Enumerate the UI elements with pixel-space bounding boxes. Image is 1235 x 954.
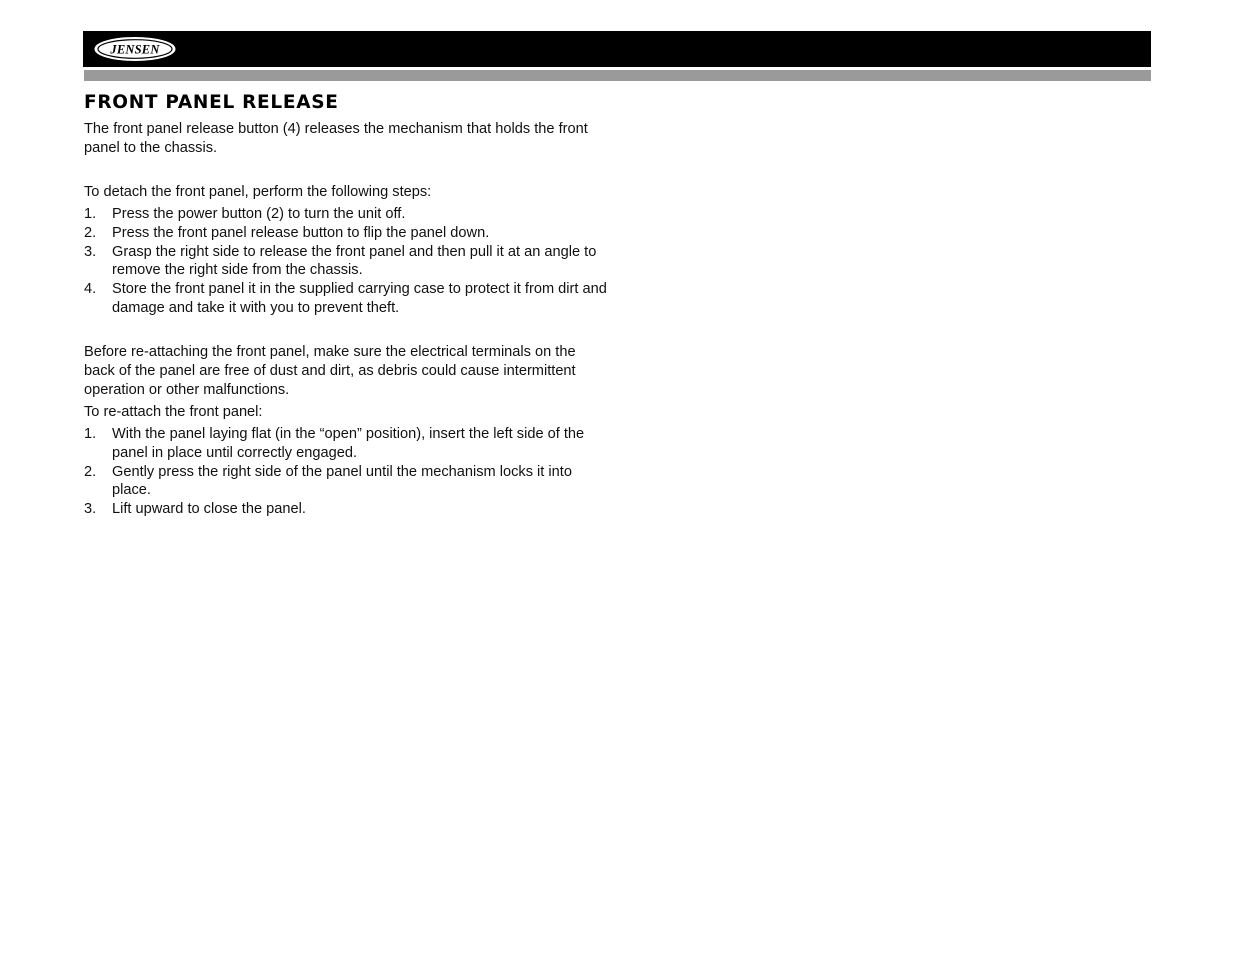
header-bar [83, 31, 1151, 67]
step-text: Press the front panel release button to flip the panel down. [112, 224, 490, 241]
list-item [84, 280, 609, 317]
step-text: Store the front panel it in the supplied carrying case to protect it from dirt and damage and take it with you to prevent theft. [112, 280, 607, 316]
step-number: 2. [84, 224, 97, 241]
header-rule [84, 70, 1151, 81]
main-content [84, 90, 609, 519]
list-item [84, 205, 609, 224]
step-number: 1. [84, 206, 97, 223]
step-text: Grasp the right side to release the front panel and then pull it at an angle to remove the right side from the chassis. [112, 243, 597, 279]
list-item [84, 463, 609, 500]
detach-lead: To detach the front panel, perform the following steps: [84, 184, 432, 201]
step-text: Press the power button (2) to turn the unit off. [112, 206, 406, 223]
step-text: With the panel laying flat (in the “open” position), insert the left side of the panel in place until correctly engaged. [112, 426, 585, 461]
list-item [84, 224, 609, 243]
step-number: 2. [84, 463, 97, 480]
section-title: FRONT PANEL RELEASE [84, 92, 339, 113]
reattach-note: Before re-attaching the front panel, make sure the electrical terminals on the back of the panel are free of dust and dirt, as debris could cause intermittent operation or other malfunctions. [84, 344, 576, 398]
step-number: 4. [84, 280, 97, 297]
intro-paragraph: The front panel release button (4) releases the mechanism that holds the front panel to the chassis. [84, 121, 588, 156]
list-item [84, 243, 609, 280]
step-text: Lift upward to close the panel. [112, 500, 306, 517]
step-number: 3. [84, 500, 97, 517]
reattach-steps-list [84, 425, 609, 519]
step-number: 3. [84, 243, 97, 260]
jensen-logo [93, 36, 177, 62]
list-item [84, 500, 609, 519]
step-text: Gently press the right side of the panel until the mechanism locks it into place. [112, 463, 572, 499]
list-item [84, 425, 609, 462]
logo-text: JENSEN [110, 42, 160, 57]
detach-steps-list [84, 205, 609, 317]
step-number: 1. [84, 426, 97, 443]
reattach-lead: To re-attach the front panel: [84, 404, 263, 421]
